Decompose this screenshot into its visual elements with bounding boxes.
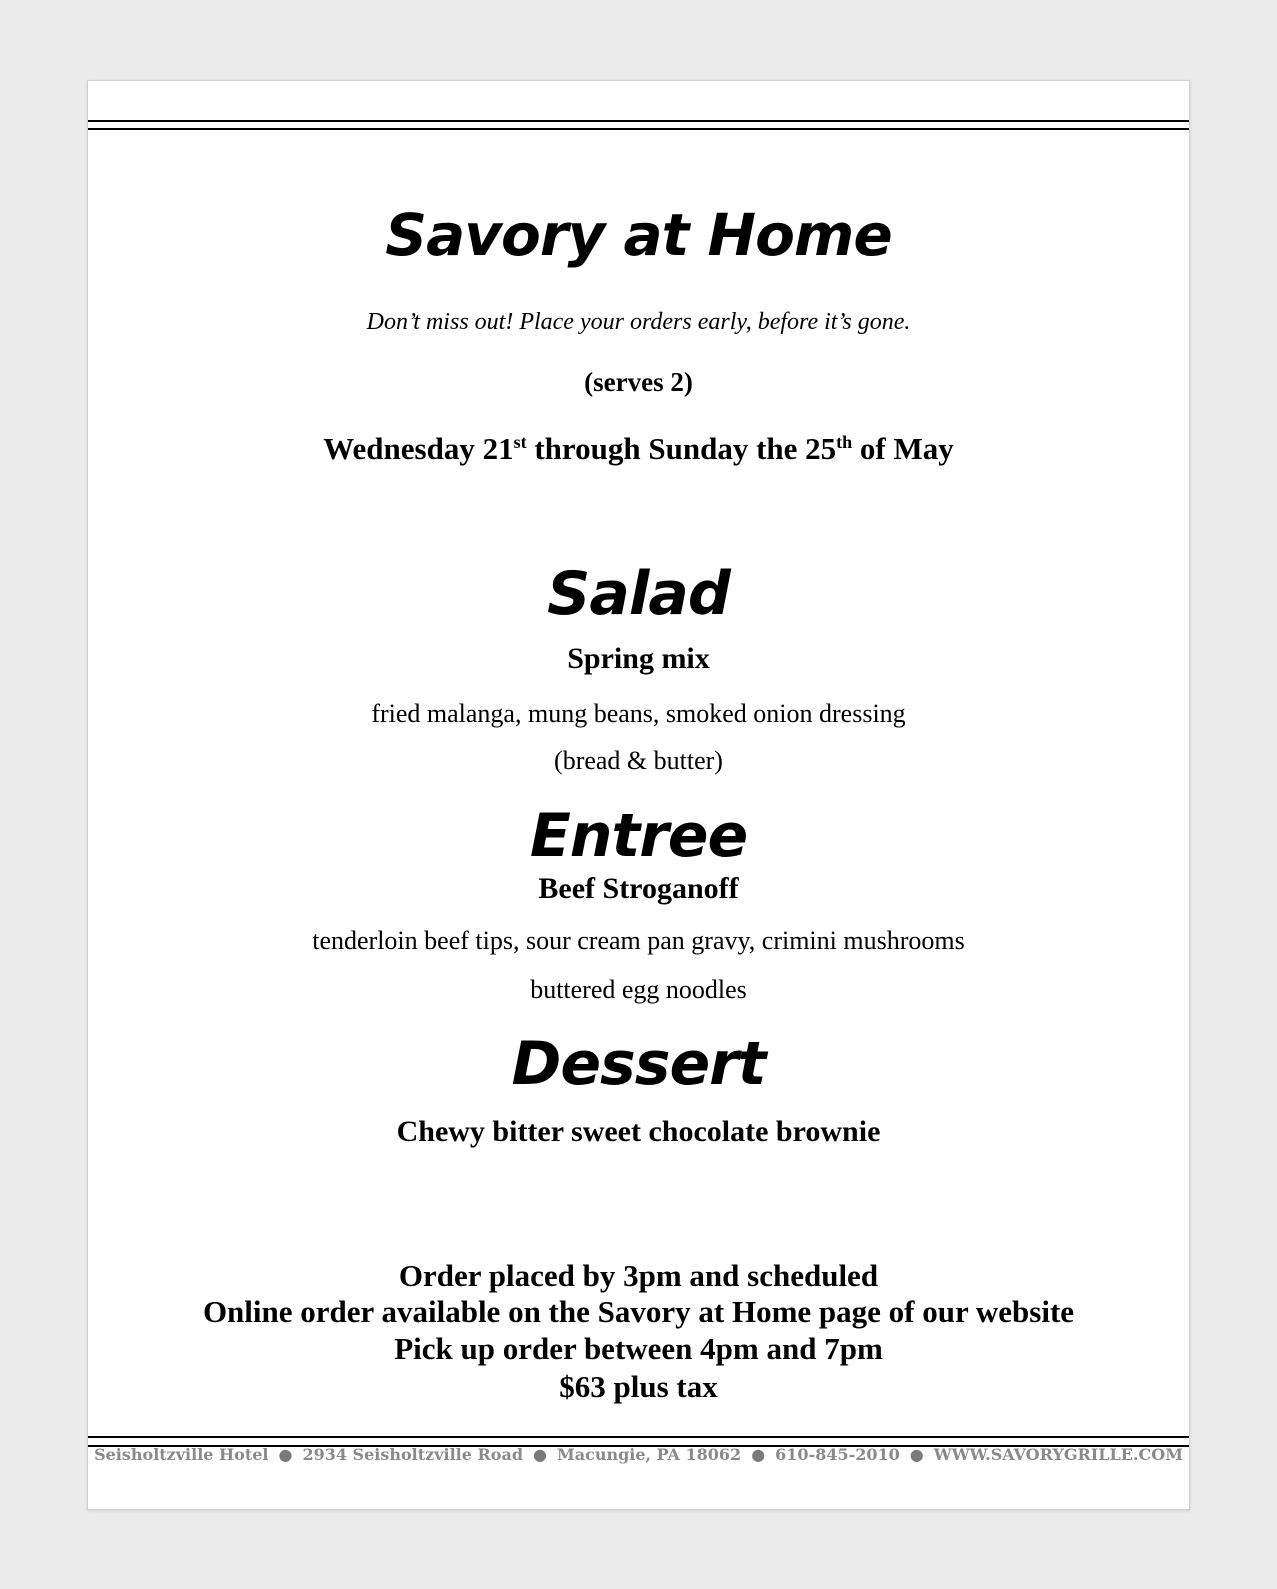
entree-side: buttered egg noodles <box>530 975 747 1004</box>
salad-dish: Spring mix <box>567 642 710 675</box>
page-title: Savory at Home <box>385 201 892 269</box>
date-part-3: of May <box>852 431 954 466</box>
bullet-icon: ● <box>909 1445 924 1464</box>
bullet-icon: ● <box>751 1445 766 1464</box>
date-part-2: through Sunday the 25 <box>526 431 837 466</box>
entree-dish: Beef Stroganoff <box>538 872 739 905</box>
date-part-1: Wednesday 21 <box>323 431 514 466</box>
entree-heading: Entree <box>529 801 748 871</box>
bullet-icon: ● <box>533 1445 547 1464</box>
order-info-line-1: Order placed by 3pm and scheduled <box>398 1258 879 1293</box>
tagline: Don’t miss out! Place your orders early, before it’s gone. <box>366 309 911 335</box>
top-rule-outer <box>88 120 1189 122</box>
date-sup-1: st <box>513 432 527 452</box>
date-sup-2: th <box>836 432 853 452</box>
top-rule-inner <box>88 128 1189 130</box>
bullet-icon: ● <box>278 1445 293 1464</box>
salad-heading: Salad <box>547 559 730 629</box>
order-info-line-2: Online order available on the Savory at Home page of our website <box>202 1294 1075 1329</box>
bottom-rule-outer <box>88 1436 1189 1438</box>
footer-city: Macungie, PA 18062 <box>557 1445 742 1464</box>
dessert-heading: Dessert <box>511 1029 766 1099</box>
dessert-dish: Chewy bitter sweet chocolate brownie <box>396 1115 881 1148</box>
order-info-line-3: Pick up order between 4pm and 7pm <box>394 1331 883 1366</box>
salad-description: fried malanga, mung beans, smoked onion dressing <box>371 699 906 728</box>
document-page <box>87 80 1190 1510</box>
footer-website: WWW.SAVORYGRILLE.COM <box>933 1445 1183 1464</box>
footer-phone: 610-845-2010 <box>775 1445 900 1464</box>
price: $63 plus tax <box>559 1369 718 1404</box>
footer-address: 2934 Seisholtzville Road <box>302 1445 524 1464</box>
footer-contact <box>88 1445 1189 1464</box>
entree-description: tenderloin beef tips, sour cream pan gravy, crimini mushrooms <box>312 926 965 955</box>
salad-side: (bread & butter) <box>554 746 723 775</box>
footer-hotel-name: Seisholtzville Hotel <box>94 1445 269 1464</box>
date-range <box>88 431 1189 467</box>
serves-note: (serves 2) <box>584 367 693 397</box>
